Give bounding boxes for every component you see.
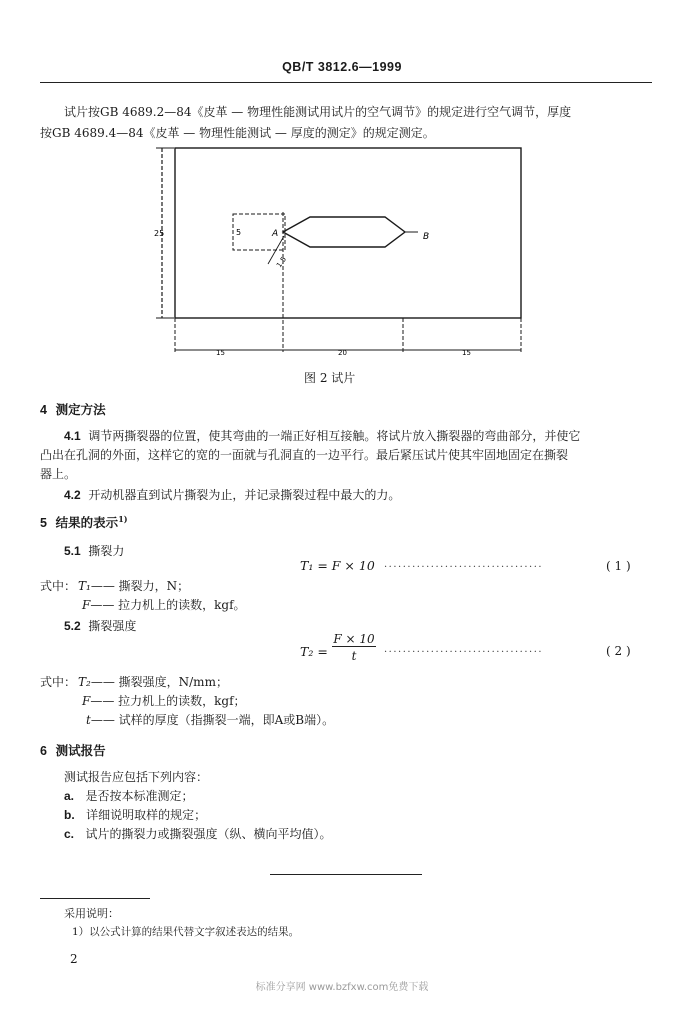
- header-rule: [40, 82, 652, 83]
- intro-line-1: 试片按GB 4689.2—84《皮革 — 物理性能测试用试片的空气调节》的规定进行空气调节，厚度: [64, 105, 572, 119]
- eq1-where: 式中：: [40, 579, 77, 593]
- footnote-rule: [40, 898, 150, 899]
- watermark: 标准分享网 www.bzfxw.com免费下载: [255, 982, 429, 993]
- clause-5-2-number: 5.2: [64, 619, 81, 633]
- clause-4-2-number: 4.2: [64, 488, 81, 502]
- equation-2-denominator: t: [351, 649, 357, 663]
- report-item-c-mark: c.: [64, 827, 75, 841]
- report-item-b-mark: b.: [64, 808, 75, 822]
- symbol-t1: T₁: [78, 579, 91, 593]
- section-6-heading: [40, 741, 106, 759]
- symbol-f: F: [82, 598, 91, 612]
- clause-5-1-title: 撕裂力: [88, 544, 125, 558]
- eq1-def-f: [82, 596, 246, 613]
- section-5-title: 结果的表示: [55, 515, 119, 530]
- eq2-f-desc: —— 拉力机上的读数，kgf；: [90, 694, 246, 708]
- end-rule: [270, 874, 422, 875]
- section-6-number: 6: [40, 744, 47, 758]
- eq2-t2-desc: —— 撕裂强度，N/mm；: [90, 675, 228, 689]
- section-4-heading: [40, 400, 106, 418]
- clause-4-1-number: 4.1: [64, 429, 81, 443]
- symbol-t2: T₂: [78, 675, 91, 689]
- eq1-t1-desc: —— 撕裂力，N；: [90, 579, 190, 593]
- section-6-title: 测试报告: [55, 743, 106, 758]
- clause-5-2: [64, 617, 136, 634]
- symbol-f2: F: [82, 694, 91, 708]
- footnote-title: 采用说明：: [64, 907, 119, 920]
- equation-2-numerator: F × 10: [333, 632, 375, 646]
- specimen-outline: [175, 148, 521, 318]
- eq2-where: 式中：: [40, 675, 77, 689]
- eq1-def-t1: [78, 577, 189, 594]
- clause-4-2-text: 开动机器直到试片撕裂为止，并记录撕裂过程中最大的力。: [88, 488, 401, 502]
- report-item-b-text: 详细说明取样的规定；: [86, 808, 207, 822]
- eq2-t-desc: —— 试样的厚度（指撕裂一端，即A或B端）。: [90, 713, 335, 727]
- clause-4-1-line-2: 凸出在孔洞的外面，这样它的宽的一面就与孔洞直的一边平行。最后紧压试片使其牢固地固定在撕裂: [40, 448, 569, 462]
- equation-1: T₁ = F × 10: [300, 558, 375, 573]
- tear-slot: [283, 217, 405, 247]
- specimen-figure: [150, 140, 530, 365]
- point-a-label: A: [272, 229, 279, 239]
- standard-code: QB/T 3812.6—1999: [282, 60, 402, 74]
- footnote-ref: 1): [118, 513, 128, 524]
- section-4-number: 4: [40, 403, 47, 417]
- slot-label: 5: [236, 228, 242, 237]
- equation-1-leader: ··································: [384, 562, 544, 573]
- clause-5-2-title: 撕裂强度: [88, 619, 137, 633]
- report-item-c: [64, 825, 331, 842]
- report-item-a-text: 是否按本标准测定；: [85, 789, 194, 803]
- section-5-number: 5: [40, 516, 47, 530]
- height-label: 25: [154, 229, 165, 238]
- intro-line-2: 按GB 4689.4—84《皮革 — 物理性能测试 — 厚度的测定》的规定测定。: [40, 126, 435, 140]
- clause-4-1-text-1: 调节两撕裂器的位置，使其弯曲的一端正好相互接触。将试片放入撕裂器的弯曲部分，并使它: [88, 429, 581, 443]
- clause-4-1-line-3: 器上。: [40, 467, 77, 481]
- page-number: 2: [70, 952, 78, 966]
- eq2-def-t: [86, 711, 334, 728]
- report-item-a: [64, 787, 193, 804]
- clause-4-1-line-1: [64, 427, 580, 444]
- equation-2-leader: ··································: [384, 647, 544, 658]
- eq2-def-t2: [78, 673, 228, 690]
- report-intro: 测试报告应包括下列内容：: [64, 770, 209, 784]
- dim-mid-label: 20: [338, 349, 347, 357]
- clause-4-2: [64, 486, 400, 503]
- clause-5-1: [64, 542, 124, 559]
- clause-5-1-number: 5.1: [64, 544, 81, 558]
- radius-label: 1.5: [275, 255, 289, 270]
- eq1-f-desc: —— 拉力机上的读数，kgf。: [90, 598, 246, 612]
- figure-caption: 图 2 试片: [304, 371, 356, 385]
- footnote-text: 1）以公式计算的结果代替文字叙述表达的结果。: [72, 926, 300, 938]
- report-item-c-text: 试片的撕裂力或撕裂强度（纵、横向平均值）。: [85, 827, 332, 841]
- section-5-heading: [40, 513, 128, 531]
- equation-1-number: ( 1 ): [606, 559, 631, 573]
- equation-2-number: ( 2 ): [606, 644, 631, 658]
- report-item-b: [64, 806, 206, 823]
- report-item-a-mark: a.: [64, 789, 75, 803]
- dim-right-label: 15: [462, 349, 471, 357]
- point-b-label: B: [423, 232, 430, 242]
- symbol-t: t: [86, 713, 91, 727]
- equation-2-lhs: T₂ =: [300, 644, 328, 659]
- eq2-def-f: [82, 692, 246, 709]
- section-4-title: 测定方法: [55, 402, 106, 417]
- dim-left-label: 15: [216, 349, 225, 357]
